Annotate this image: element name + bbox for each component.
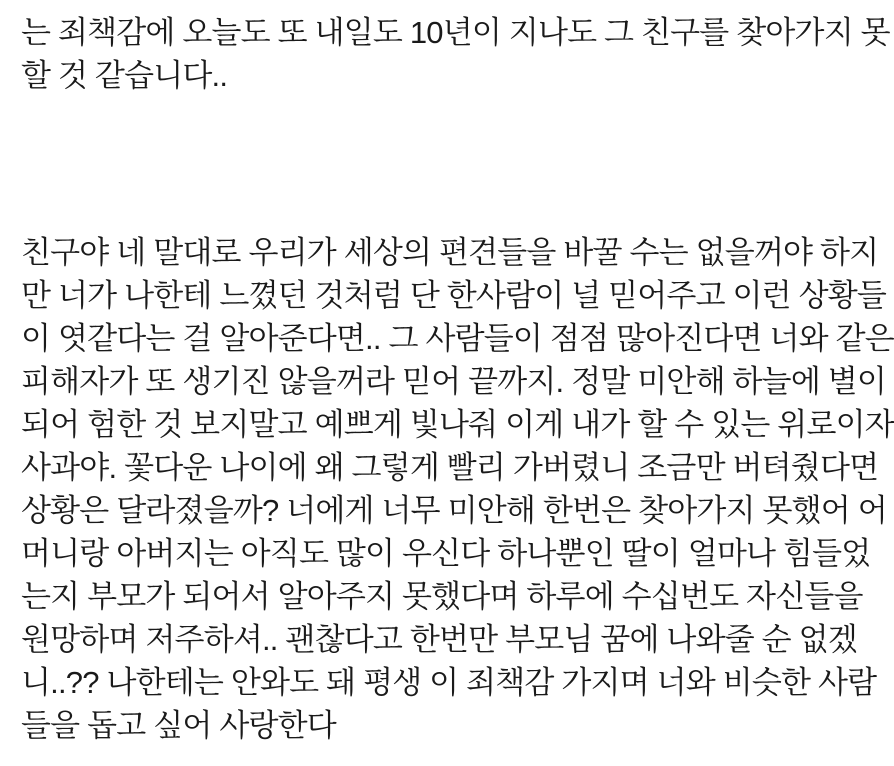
text-line: 들을 돕고 싶어 사랑한다 bbox=[21, 708, 336, 743]
text-line: 만 너가 나한테 느꼈던 것처럼 단 한사람이 널 믿어주고 이런 상황들 bbox=[21, 278, 887, 313]
text-line: 되어 험한 것 보지말고 예쁘게 빛나줘 이게 내가 할 수 있는 위로이자 bbox=[21, 407, 894, 442]
text-line: 머니랑 아버지는 아직도 많이 우신다 하나뿐인 딸이 얼마나 힘들었 bbox=[21, 536, 871, 571]
text-line: 는지 부모가 되어서 알아주지 못했다며 하루에 수십번도 자신들을 bbox=[21, 579, 863, 614]
text-line: 상황은 달라졌을까? 너에게 너무 미안해 한번은 찾아가지 못했어 어 bbox=[21, 493, 887, 528]
paragraph-main bbox=[21, 231, 894, 747]
text-line: 는 죄책감에 오늘도 또 내일도 10년이 지나도 그 친구를 찾아가지 못 bbox=[21, 15, 890, 50]
paragraph-top bbox=[21, 11, 890, 97]
text-line: 피해자가 또 생기진 않을꺼라 믿어 끝까지. 정말 미안해 하늘에 별이 bbox=[21, 364, 887, 399]
text-line: 친구야 네 말대로 우리가 세상의 편견들을 바꿀 수는 없을꺼야 하지 bbox=[21, 235, 879, 270]
text-line: 원망하며 저주하셔.. 괜찮다고 한번만 부모님 꿈에 나와줄 순 없겠 bbox=[21, 622, 857, 657]
text-line: 사과야. 꽃다운 나이에 왜 그렇게 빨리 가버렸니 조금만 버텨줬다면 bbox=[21, 450, 879, 485]
text-line: 니..?? 나한테는 안와도 돼 평생 이 죄책감 가지며 너와 비슷한 사람 bbox=[21, 665, 877, 700]
text-line: 이 엿같다는 걸 알아준다면.. 그 사람들이 점점 많아진다면 너와 같은 bbox=[21, 321, 894, 356]
text-line: 할 것 같습니다.. bbox=[21, 58, 228, 93]
